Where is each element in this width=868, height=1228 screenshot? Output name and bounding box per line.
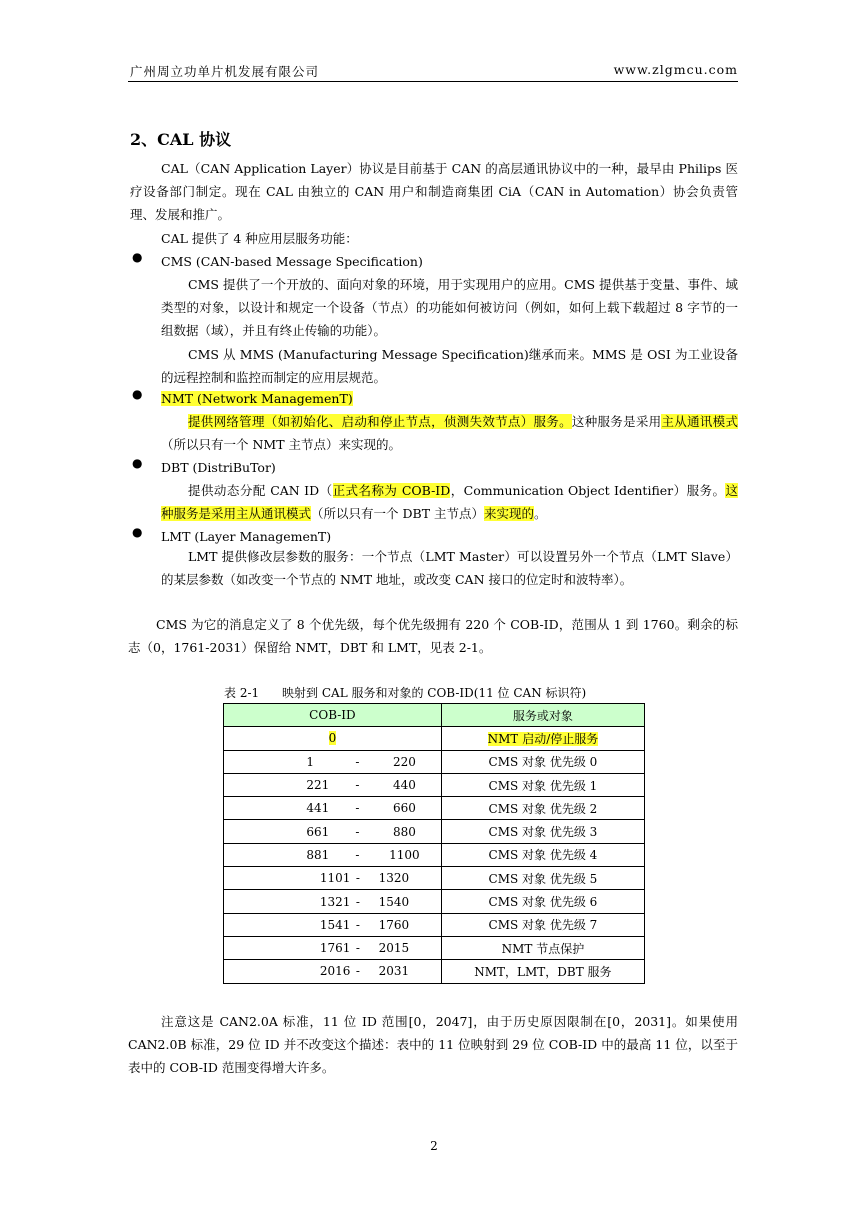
cob-id-start: 1541 xyxy=(319,917,351,932)
nmt-text-2: （所以只有一个 NMT 主节点）来实现的。 xyxy=(161,437,402,452)
cob-id-range: 1761 - 2015 xyxy=(251,941,414,955)
cob-id-start: 881 xyxy=(306,847,330,862)
cob-id-start: 661 xyxy=(306,824,330,839)
section-title: 2、CAL 协议 xyxy=(130,130,232,149)
cob-id-end: 2015 xyxy=(378,941,410,956)
cob-id-cell xyxy=(224,960,442,983)
cob-id-range: 1 - 220 xyxy=(240,755,424,769)
nmt-highlight-1: 提供网络管理（如初始化、启动和停止节点，侦测失效节点）服务。 xyxy=(188,414,572,429)
table-row xyxy=(224,727,645,750)
service-cell: CMS 对象 优先级 4 xyxy=(441,843,644,866)
table-row xyxy=(224,797,645,820)
header-url: www.zlgmcu.com xyxy=(613,62,738,77)
cob-id-start: 221 xyxy=(306,778,330,793)
dbt-highlight-1: 正式名称为 COB-ID xyxy=(332,483,451,498)
table-row xyxy=(224,913,645,936)
table-row xyxy=(224,820,645,843)
service-cell: CMS 对象 优先级 1 xyxy=(441,773,644,796)
column-header-cob-id: COB-ID xyxy=(224,704,442,727)
service-cell: CMS 对象 优先级 6 xyxy=(441,890,644,913)
table-row xyxy=(224,773,645,796)
header-rule xyxy=(128,81,738,82)
table-caption: 表 2-1 映射到 CAL 服务和对象的 COB-ID(11 位 CAN 标识符) xyxy=(224,686,587,700)
table-row xyxy=(224,750,645,773)
cob-id-end: 440 xyxy=(392,778,416,793)
cob-id-end: 220 xyxy=(392,754,416,769)
nmt-paragraph xyxy=(161,410,738,456)
cms-paragraph-2: CMS 从 MMS (Manufacturing Message Specification)继承而来。MMS 是 OSI 为工业设备的远程控制和监控而制定的应用层规范。 xyxy=(161,347,738,385)
cob-id-end: 1540 xyxy=(378,894,410,909)
service-cell: CMS 对象 优先级 7 xyxy=(441,913,644,936)
cob-id-range: 221 - 440 xyxy=(240,778,424,792)
cob-id-end: 660 xyxy=(392,801,416,816)
cms-paragraph-1: CMS 提供了一个开放的、面向对象的环境，用于实现用户的应用。CMS 提供基于变量、事件、域类型的对象，以设计和规定一个设备（节点）的功能如何被访问（例如，如何上载下载超过 8 字节的一组数据（域），并且有终止传输的功能）。 xyxy=(161,277,738,338)
dbt-paragraph xyxy=(161,479,738,525)
service-cell: NMT，LMT，DBT 服务 xyxy=(441,960,644,983)
table-row xyxy=(224,843,645,866)
lmt-paragraph: LMT 提供修改层参数的服务：一个节点（LMT Master）可以设置另外一个节点（LMT Slave）的某层参数（如改变一个节点的 NMT 地址，或改变 CAN 接口的位定时和波特率）。 xyxy=(161,549,738,587)
service-start-stop: 启动/停止服务 xyxy=(518,731,599,746)
table-row xyxy=(224,867,645,890)
service-cell: CMS 对象 优先级 0 xyxy=(441,750,644,773)
service-cell: CMS 对象 优先级 3 xyxy=(441,820,644,843)
cms-title: CMS (CAN-based Message Specification) xyxy=(161,254,423,269)
dbt-text-2: ，Communication Object Identifier）服务。 xyxy=(450,483,726,498)
nmt-title-wrap xyxy=(161,387,738,410)
bullet-icon: ● xyxy=(132,456,143,470)
cob-id-cell xyxy=(224,750,442,773)
bullet-icon: ● xyxy=(132,387,143,401)
table-row xyxy=(224,936,645,959)
intro-paragraph: CAL（CAN Application Layer）协议是目前基于 CAN 的高层通讯协议中的一种，最早由 Philips 医疗设备部门制定。现在 CAL 由独立的 CAN 用户和制造商集团 CiA（CAN in Automation）协会负责管理、发展和推广。 xyxy=(130,161,738,222)
cob-id-zero: 0 xyxy=(328,731,337,746)
cob-id-range: 1101 - 1320 xyxy=(251,871,414,885)
cob-id-cell xyxy=(224,936,442,959)
cob-id-cell xyxy=(224,843,442,866)
cob-id-table xyxy=(223,703,645,984)
bullet-icon: ● xyxy=(132,525,143,539)
cob-id-end: 880 xyxy=(392,824,416,839)
header-company: 广州周立功单片机发展有限公司 xyxy=(130,64,320,79)
table-row xyxy=(224,960,645,983)
cob-id-cell xyxy=(224,913,442,936)
cob-id-end: 1760 xyxy=(378,917,410,932)
cob-id-start: 1 xyxy=(306,754,315,769)
services-intro: CAL 提供了 4 种应用层服务功能： xyxy=(161,231,358,246)
cob-id-start: 1321 xyxy=(319,894,351,909)
cob-id-end: 2031 xyxy=(378,964,410,979)
column-header-service: 服务或对象 xyxy=(441,704,644,727)
table-row xyxy=(224,890,645,913)
cob-id-cell xyxy=(224,867,442,890)
service-cell xyxy=(441,727,644,750)
nmt-title: NMT (Network ManagemenT) xyxy=(161,391,353,406)
cob-id-start: 441 xyxy=(306,801,330,816)
note-paragraph: 注意这是 CAN2.0A 标准，11 位 ID 范围[0，2047]，由于历史原因限制在[0，2031]。如果使用 CAN2.0B 标准，29 位 ID 并不改变这个描述：表中的 11 位映射到 29 位 COB-ID 中的最高 11 位，以至于表中的 COB-ID 范围变得增大许多。 xyxy=(128,1014,738,1075)
cob-id-range: 2016 - 2031 xyxy=(251,964,414,978)
dbt-title: DBT (DistriBuTor) xyxy=(161,460,276,475)
cob-id-range: 1541 - 1760 xyxy=(251,918,414,932)
service-cell: CMS 对象 优先级 2 xyxy=(441,797,644,820)
cob-id-range: 441 - 660 xyxy=(240,801,424,815)
cob-id-end: 1100 xyxy=(389,847,420,862)
cob-id-start: 1101 xyxy=(319,871,351,886)
lmt-title: LMT (Layer ManagemenT) xyxy=(161,529,332,544)
cob-id-range: 881 - 1100 xyxy=(240,848,424,862)
dbt-highlight-3: 来实现的 xyxy=(484,506,535,521)
table-header-row xyxy=(224,704,645,727)
cob-id-cell xyxy=(224,727,442,750)
cob-id-end: 1320 xyxy=(378,871,410,886)
cob-id-cell xyxy=(224,890,442,913)
cob-id-cell xyxy=(224,773,442,796)
cob-id-range: 661 - 880 xyxy=(240,825,424,839)
cob-id-start: 2016 xyxy=(319,964,351,979)
service-cell: CMS 对象 优先级 5 xyxy=(441,867,644,890)
cob-id-range: 1321 - 1540 xyxy=(251,895,414,909)
cms-priority-paragraph: CMS 为它的消息定义了 8 个优先级，每个优先级拥有 220 个 COB-ID，范围从 1 到 1760。剩余的标志（0，1761-2031）保留给 NMT，DBT 和 LMT，见表 2-1。 xyxy=(128,617,738,655)
cob-id-cell xyxy=(224,797,442,820)
dbt-highlight-2: 这种服务是采用主从通讯模式 xyxy=(161,483,738,521)
service-nmt: NMT xyxy=(487,731,519,746)
bullet-icon: ● xyxy=(132,250,143,264)
nmt-highlight-2: 主从通讯模式 xyxy=(661,414,738,429)
page-number: 2 xyxy=(430,1139,438,1153)
nmt-text-1: 这种服务是采用 xyxy=(571,414,662,429)
dbt-text-1: 提供动态分配 CAN ID（ xyxy=(188,483,333,498)
dbt-text-3: （所以只有一个 DBT 主节点） xyxy=(311,506,485,521)
cob-id-cell xyxy=(224,820,442,843)
cob-id-start: 1761 xyxy=(319,941,351,956)
dbt-text-4: 。 xyxy=(534,506,547,521)
service-cell: NMT 节点保护 xyxy=(441,936,644,959)
